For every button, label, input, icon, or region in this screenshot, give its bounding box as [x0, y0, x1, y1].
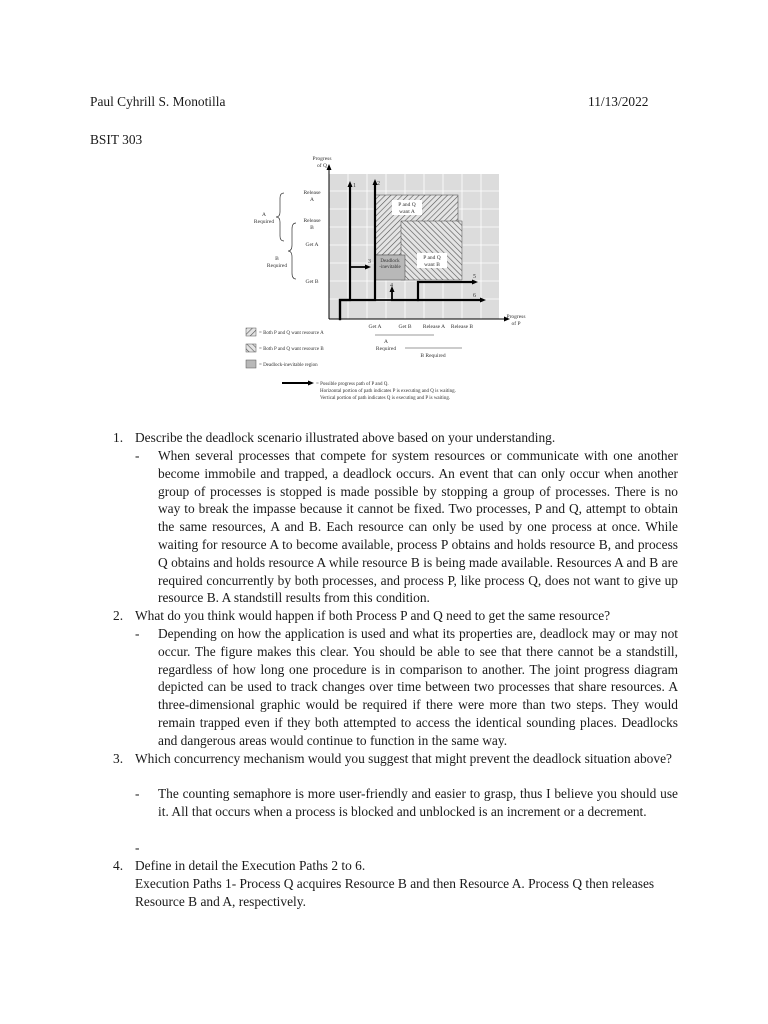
question-text: Describe the deadlock scenario illustrated above based on your understanding.: [135, 430, 556, 445]
path-number-3: 3: [368, 259, 371, 265]
answer-bullet: -: [135, 840, 140, 855]
bottom-label-b-required: B Required: [420, 353, 446, 359]
y-tick-release-a: Release: [303, 190, 321, 196]
legend-swatch-deadlock: [246, 360, 256, 368]
y-axis-label: Progress: [312, 156, 332, 162]
x-axis-label: Progress: [506, 314, 526, 320]
region-label-deadlock-2: -inevitable: [379, 265, 401, 270]
legend-swatch-both-want-a: [246, 328, 256, 336]
x-tick-get-b: Get B: [398, 324, 412, 330]
brace-b-required: [288, 223, 296, 279]
side-label-b-required: B: [275, 256, 279, 262]
question-1: [113, 429, 678, 447]
answer-bullet: -: [135, 786, 140, 801]
question-number: 3.: [113, 751, 124, 766]
joint-progress-diagram: [244, 155, 534, 405]
y-tick-get-b: Get B: [305, 279, 319, 285]
answer-3: [135, 785, 678, 821]
region-label-deadlock: Deadlock: [380, 259, 400, 264]
path-number-5: 5: [473, 274, 476, 280]
region-label-both-want-b-2: want B: [424, 262, 440, 268]
legend-text-horizontal: Horizontal portion of path indicates P is executing and Q is waiting.: [320, 389, 456, 394]
legend-text-both-want-b: = Both P and Q want resource B: [259, 347, 324, 352]
question-text: Define in detail the Execution Paths 2 to 6.: [135, 858, 366, 873]
course-section: BSIT 303: [90, 132, 143, 147]
answer-text: When several processes that compete for system resources or communicate with one another become immobile and trapped, a deadlock occurs. An event that can only occur when another group of processes is stopped is made possible by stopping a group of processes. There is no way to break the impasse because it cannot be fixed. Two processes, P and Q, attempt to obtain the same resources, A and B. Each resource can only be used by one process at once. While waiting for resource A to become available, process P obtains and holds resource B, and process Q obtains and holds resource A while resource B is being made available. Resources A and B are required concurrently by both processes, and process P, like process Q, does not want to give up resource B. A standstill results from this condition.: [158, 448, 678, 606]
side-label-a-required-2: Required: [253, 219, 275, 225]
answer-bullet: -: [135, 626, 140, 641]
x-axis-label-2: of P: [511, 321, 521, 327]
answer-2: [135, 625, 678, 750]
y-axis-label-2: of Q: [317, 163, 327, 169]
question-3: [113, 750, 678, 768]
path-number-4: 4: [390, 283, 393, 289]
question-4: [113, 857, 678, 875]
path-number-6: 6: [473, 293, 476, 299]
region-label-both-want-a: P and Q: [398, 202, 416, 208]
execution-path-1-description: Execution Paths 1- Process Q acquires Resource B and then Resource A. Process Q then releases Resource B and A, respectively.: [135, 876, 655, 909]
region-label-both-want-a-2: want A: [399, 209, 415, 215]
side-label-b-required-2: Required: [266, 263, 288, 269]
question-number: 1.: [113, 430, 124, 445]
x-tick-release-b: Release B: [450, 324, 474, 330]
side-label-a-required: A: [262, 212, 266, 218]
x-tick-release-a: Release A: [422, 324, 446, 330]
question-number: 4.: [113, 858, 124, 873]
author-name: Paul Cyhrill S. Monotilla: [90, 94, 226, 109]
question-text: Which concurrency mechanism would you suggest that might prevent the deadlock situation above?: [135, 751, 672, 766]
y-tick-release-a-2: A: [310, 197, 314, 203]
y-tick-release-b: Release: [303, 218, 321, 224]
question-number: 2.: [113, 608, 124, 623]
legend-text-both-want-a: = Both P and Q want resource A: [259, 331, 324, 336]
y-tick-get-a: Get A: [305, 242, 319, 248]
question-text: What do you think would happen if both Process P and Q need to get the same resource?: [135, 608, 611, 623]
region-label-both-want-b: P and Q: [423, 255, 441, 261]
question-2: [113, 607, 678, 625]
legend-swatch-both-want-b: [246, 344, 256, 352]
answer-text: The counting semaphore is more user-friendly and easier to grasp, thus I believe you should use it. All that occurs when a process is blocked and unblocked is an increment or a decrement.: [158, 786, 678, 819]
answer-bullet: -: [135, 448, 140, 463]
path-number-1: 1: [353, 183, 356, 189]
answer-1: [135, 447, 678, 607]
path-number-2: 2: [377, 181, 380, 187]
y-tick-release-b-2: B: [310, 225, 314, 231]
bottom-label-a-required-2: Required: [375, 346, 397, 352]
answer-text: Depending on how the application is used and what its properties are, deadlock may or may not occur. The figure makes this clear. You should be able to see that there cannot be a standstill, regardless of how long one procedure is in comparison to another. The joint progress diagram depicted can be used to track changes over time between two processes that share resources. A three-dimensional graphic would be required if there were more than two steps. They would remain trapped even if they both attempted to access the identical sounding places. Deadlocks and dangerous areas would continue to function in the same way.: [158, 626, 678, 748]
region-both-want-b: [401, 221, 462, 280]
legend-text-deadlock: = Deadlock-inevitable region: [259, 363, 318, 368]
y-axis-arrow: [327, 164, 332, 170]
document-date: 11/13/2022: [588, 94, 649, 109]
brace-a-required: [276, 193, 284, 241]
legend-text-path: = Possible progress path of P and Q.: [316, 382, 389, 387]
legend-text-vertical: Vertical portion of path indicates Q is executing and P is waiting.: [320, 396, 451, 401]
x-tick-get-a: Get A: [368, 324, 382, 330]
bottom-label-a-required: A: [384, 339, 388, 345]
